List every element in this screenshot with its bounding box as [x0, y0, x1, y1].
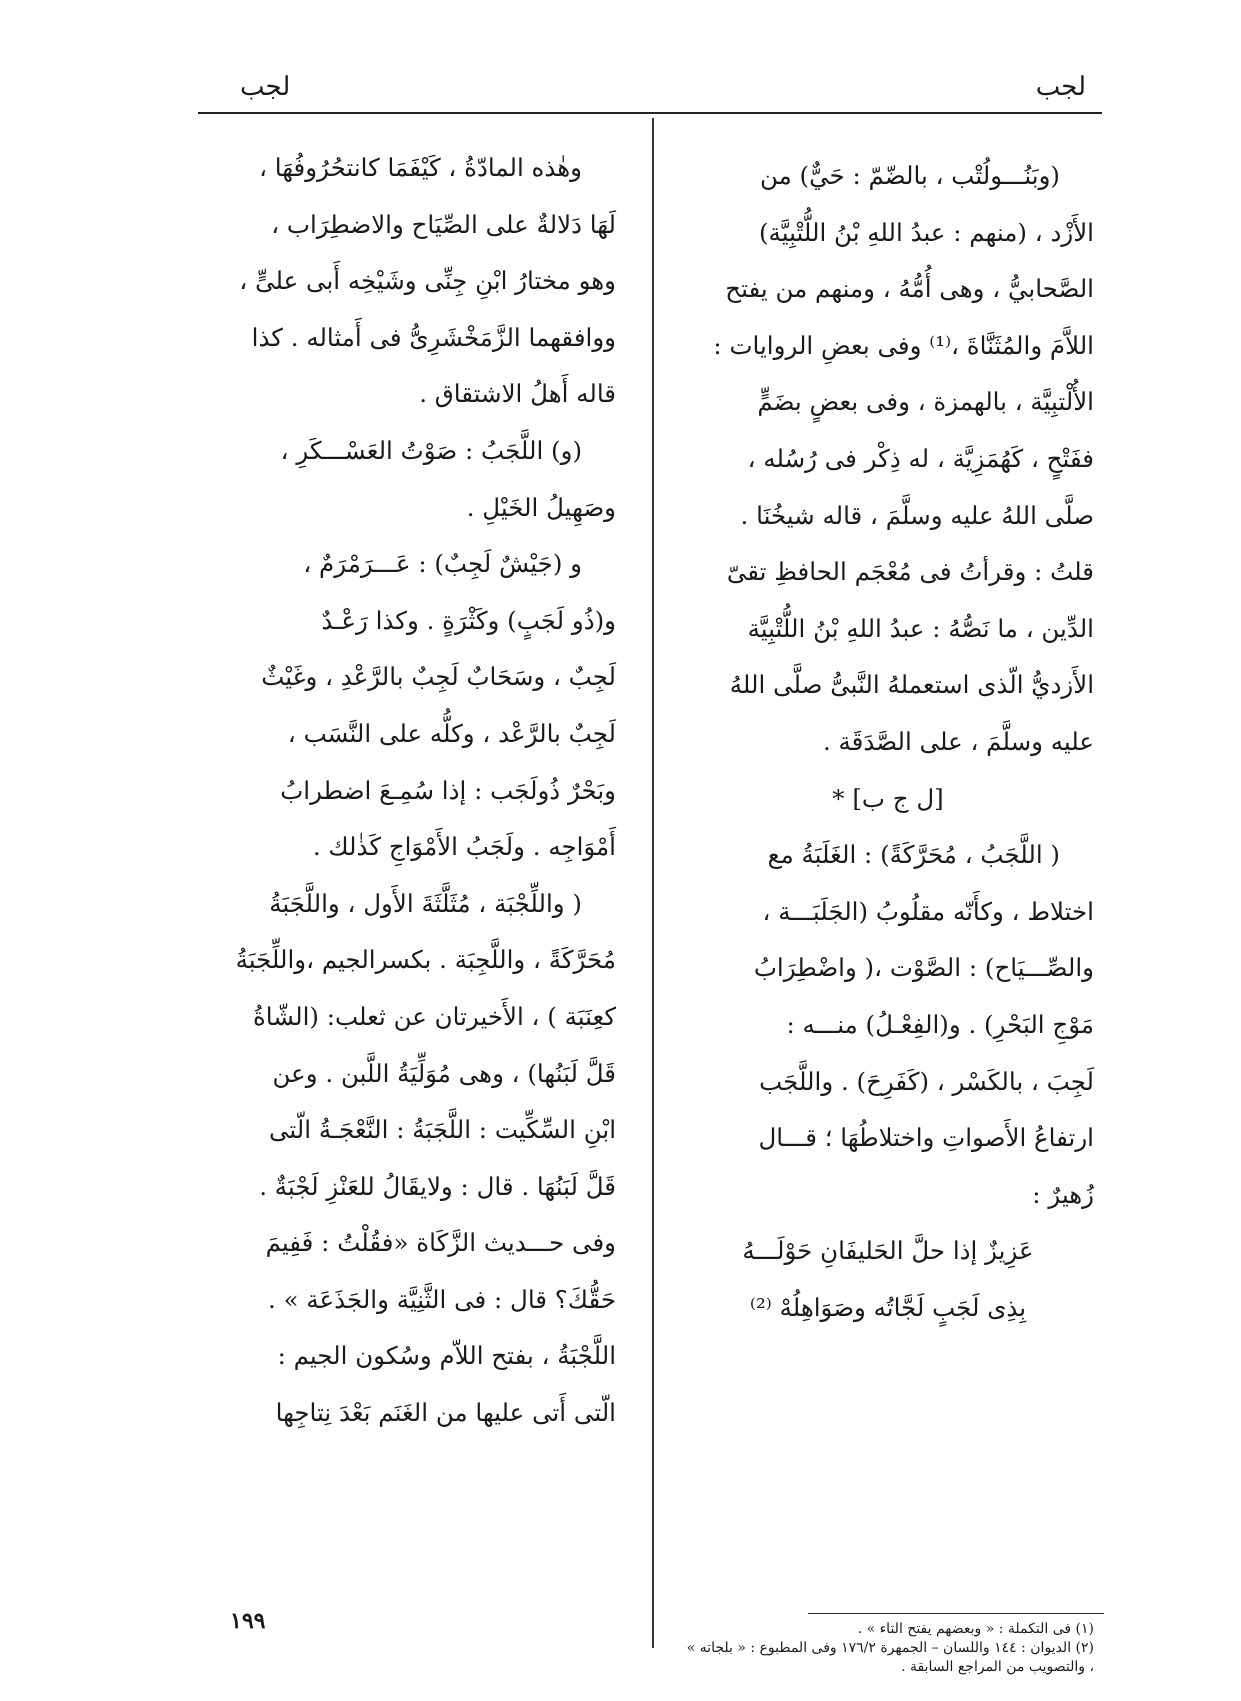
- footnote: (٢) الديوان : ١٤٤ واللسان – الجمهرة ١٧٦/٢ وفى المطبوع : « بلجاته » ، والتصويب من المراجع السابقة .: [686, 1640, 1094, 1675]
- text-line: ابْنِ السِّكِّيت : اللَّجَبَةُ : النَّعْجَـةُ الّتى: [268, 1115, 616, 1145]
- text-line: ( واللِّجْبَة ، مُثَلَّثَةَ الأَول ، واللَّجَبَةُ: [269, 888, 582, 918]
- text-line: الّتى أَتى عليها من الغَنَم بَعْدَ نِتاجِها: [275, 1398, 616, 1428]
- text-line: لَجِبَ ، بالكَسْر ، (كَفَرِحَ) . واللَّجَب: [759, 1066, 1094, 1096]
- footnote-rule: [808, 1613, 1104, 1614]
- entry-heading: [ل ج ب] *: [832, 783, 944, 813]
- text-line: ففَتْحٍ ، كَهُمَزِيَّة ، له ذِكْر فى رُسُله ،: [747, 443, 1094, 473]
- text-line: قَلَّ لَبَنُهَا . قال : ولايقَالُ للعَنْزِ لَجْبَةٌ .: [259, 1171, 616, 1201]
- text-line: ارتفاعُ الأَصواتِ واختلاطُهَا ؛ قـــال: [758, 1123, 1094, 1153]
- text-line: اللاَّمَ والمُثَنَّاةَ ،⁽¹⁾ وفى بعضِ الروايات :: [713, 330, 1094, 360]
- footnote: (١) فى التكملة : « وبعضهم يفتح التاء » .: [857, 1621, 1094, 1637]
- text-line: قَلَّ لَبَنُها) ، وهى مُوَلِّيَةُ اللَّبن . وعن: [272, 1058, 616, 1088]
- text-line: زُهيرٌ :: [1032, 1179, 1094, 1209]
- text-line: اللَّجْبَةُ ، بفتح اللاّم وسُكون الجيم :: [277, 1341, 616, 1371]
- text-line: وهٰذه المادّةُ ، كَيْفَمَا كانتحُرُوفُهَا ،: [259, 153, 582, 182]
- column-divider: [652, 118, 654, 1648]
- left-column: [196, 140, 616, 1442]
- text-line: وفى حـــديث الزَّكَاة «فقُلْتُ : فَفِيمَ: [265, 1228, 616, 1258]
- text-line: لَهَا دَلالةٌ على الصِّيَاح والاضطِرَاب ،: [271, 209, 616, 239]
- text-line: الصَّحابيُّ ، وهى أُمُّهُ ، ومنهم من يفتح: [725, 274, 1094, 304]
- text-line: و(ذُو لَجَبٍ) وكَثْرَةٍ . وكذا رَعْـدٌ: [321, 605, 616, 635]
- text-line: أَمْوَاجِه . ولَجَبُ الأَمْوَاجِ كَذٰلك .: [312, 832, 616, 862]
- text-line: عليه وسلَّمَ ، على الصَّدَقَة .: [822, 726, 1094, 756]
- text-line: الأَزْد ، (منهم : عبدُ اللهِ بْنُ اللُّتْبِيَّة): [759, 217, 1094, 247]
- text-line: ووافقهما الزَّمَخْشَرِىُّ فى أَمثاله . كذا: [251, 322, 616, 352]
- text-line: قلتُ : وقرأتُ فى مُعْجَم الحافظِ تقىّ: [726, 557, 1094, 587]
- text-line: وصَهِيلُ الخَيْلِ .: [466, 492, 616, 522]
- text-line: و (جَيْشٌ لَجِبٌ) : عَـــرَمْرَمٌ ،: [303, 549, 582, 579]
- text-line: لَجِبٌ بالرَّعْد ، وكلُّه على النَّسَب ،: [287, 718, 616, 748]
- footnotes: [682, 1620, 1094, 1677]
- text-line: حَقُّكَ؟ قال : فى الثَّنِيَّة والجَذَعَة » .: [268, 1284, 616, 1314]
- running-head-left: لجب: [240, 72, 291, 102]
- text-line: اختلاط ، وكأَنّه مقلُوبُ (الجَلَبَـــة ،: [762, 896, 1094, 926]
- text-line: (و) اللَّجَبُ : صَوْتُ العَسْـــكَرِ ،: [280, 435, 582, 465]
- header-rule: [198, 112, 1102, 114]
- text-line: (وبَنُـــولُتْب ، بالضّمّ : حَيٌّ) من: [759, 161, 1060, 190]
- text-line: الدِّين ، ما نَصُّهُ : عبدُ اللهِ بْنُ اللُّتْبِيَّة: [747, 613, 1094, 643]
- running-head-right: لجب: [1035, 72, 1086, 102]
- text-line: والصِّـــيَاح) : الصَّوْت ،( واضْطِرَابُ: [753, 953, 1094, 983]
- text-line: وهو مختارُ ابْنِ جِنِّى وشَيْخِه أَبى علىٍّ ،: [239, 266, 616, 296]
- page-number: ١٩٩: [230, 1608, 266, 1634]
- text-line: الأَزديُّ الّذى استعملهُ النَّبىُّ صلَّى اللهُ: [729, 670, 1094, 700]
- text-line: ( اللَّجَبُ ، مُحَرَّكَةً) : الغَلَبَةُ مع: [767, 840, 1060, 870]
- right-column: [682, 148, 1094, 1336]
- text-line: مُحَرَّكَةً ، واللَّجِبَة . بكسرالجيم ،واللِّجَبَةُ: [235, 945, 616, 975]
- text-line: قاله أَهلُ الاشتقاق .: [419, 379, 616, 409]
- verse-line: عَزِيزٌ إذا حلَّ الحَليفَانِ حَوْلَـــهُ: [742, 1236, 1034, 1266]
- text-line: كعِنَبَة ) ، الأَخيرتان عن ثعلب: (الشّاةُ: [252, 1001, 616, 1031]
- text-line: وبَحْرٌ ذُولَجَب : إذا سُمِـعَ اضطرابُ: [280, 775, 616, 805]
- text-line: لَجِبٌ ، وسَحَابٌ لَجِبٌ بالرَّعْدِ ، وغَيْثٌ: [261, 662, 616, 692]
- text-line: مَوْجِ البَحْرِ) . و(الفِعْـلُ) منـــه :: [786, 1009, 1094, 1039]
- text-line: صلَّى اللهُ عليه وسلَّمَ ، قاله شيخُنَا .: [740, 500, 1094, 530]
- text-line: الأُلْتبِيَّة ، بالهمزة ، وفى بعضٍ بضَمٍّ: [757, 387, 1094, 417]
- verse-line: بِذِى لَجَبٍ لَجَّاتُه وصَوَاهِلُهْ ⁽²⁾: [749, 1292, 1027, 1322]
